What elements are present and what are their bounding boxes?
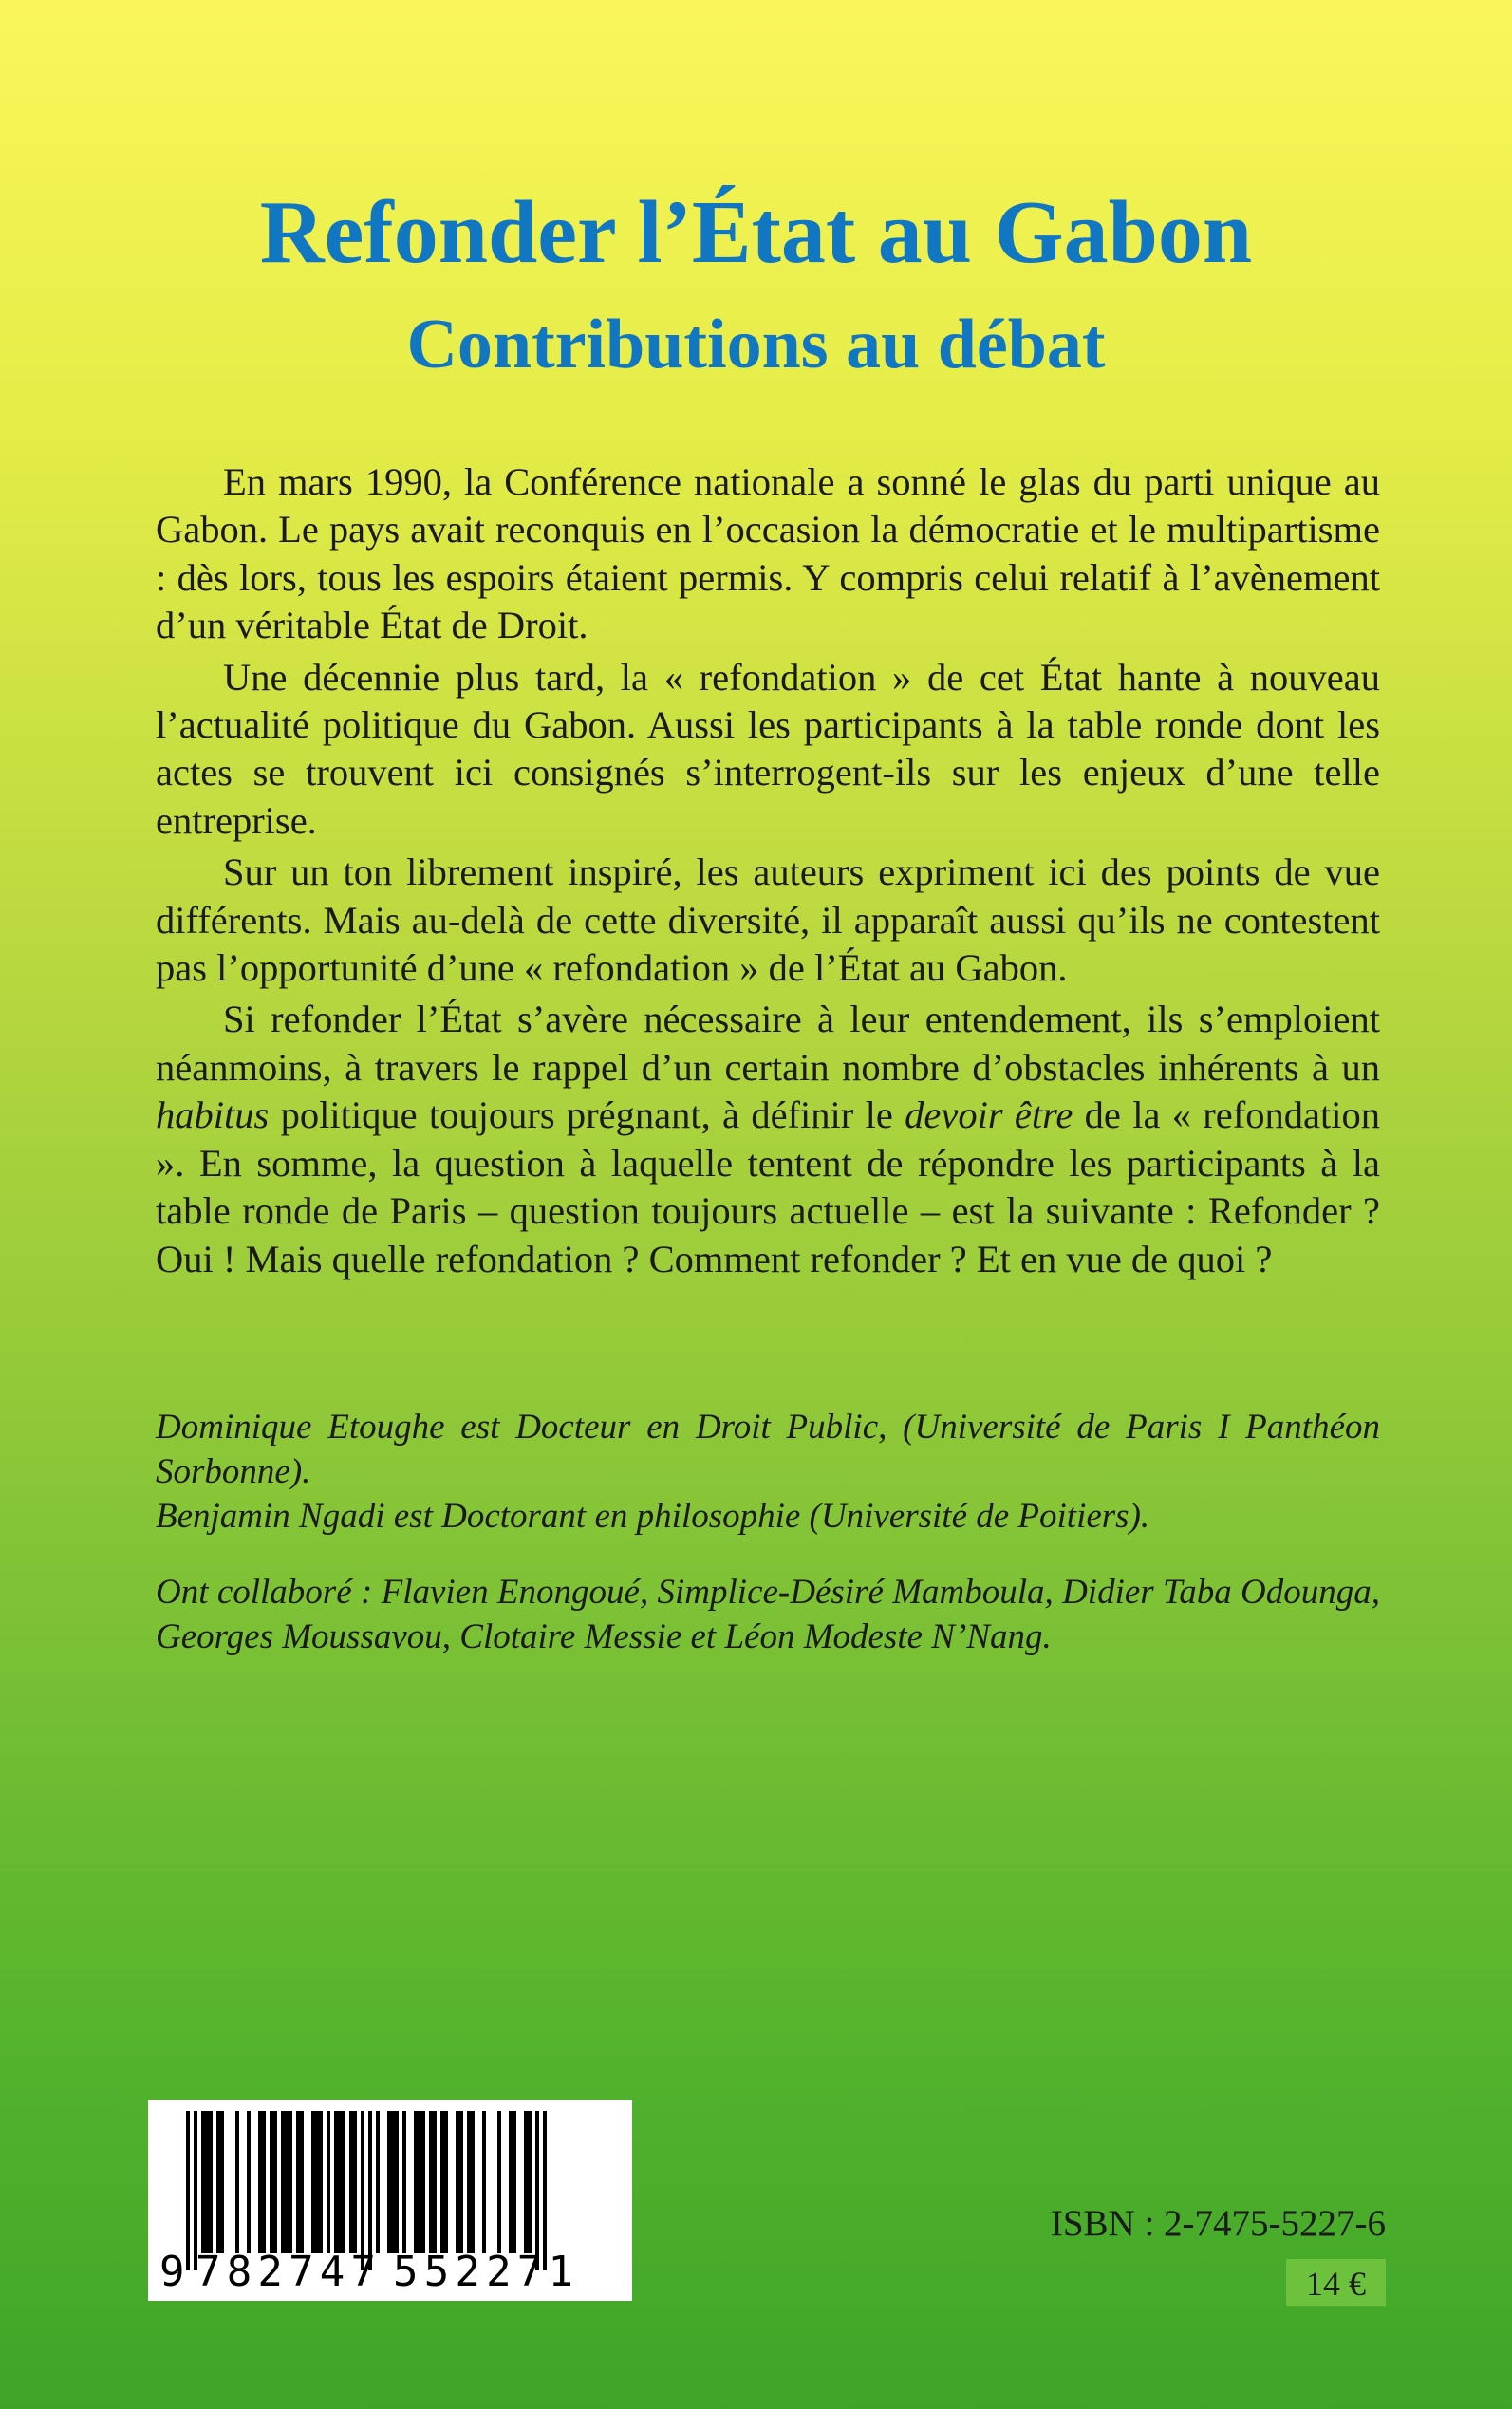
- blurb-p4-part-b: politique toujours prégnant, à définir le: [269, 1093, 905, 1137]
- barcode-bar: [327, 2111, 330, 2253]
- isbn: ISBN : 2-7475-5227-6: [1050, 2203, 1386, 2244]
- barcode-bar: [209, 2111, 213, 2253]
- barcode-bar: [376, 2111, 380, 2253]
- blurb-paragraph-3: Sur un ton librement inspiré, les auteurs expriment ici des points de vue différents. Mais au-delà de cette diversité, il apparaît aussi qu’ils ne contestent pas l’opportunité d’une « refondation » de l’État au Gabon.: [156, 850, 1380, 990]
- blurb-p4-part-c: de la « refondation ». En somme, la question à laquelle tentent de répondre les participants à la table ronde de Paris – question toujours actuelle – est la suivante : Refonder ? Oui ! Mais quelle refondation ? Comment refonder ? Et en vue de quoi ?: [156, 1093, 1380, 1280]
- barcode-bar: [387, 2111, 391, 2253]
- author-2-bio: Benjamin Ngadi est Doctorant en philosophie (Université de Poitiers).: [156, 1497, 1150, 1536]
- blurb: [156, 458, 1380, 1287]
- barcode-bar: [273, 2111, 277, 2253]
- barcode-bar: [289, 2111, 292, 2253]
- barcode-bar: [429, 2111, 433, 2253]
- barcode-bar: [528, 2111, 532, 2253]
- blurb-p4-habitus: habitus: [156, 1093, 270, 1137]
- barcode-bar: [270, 2111, 273, 2253]
- barcode-bar: [311, 2111, 315, 2253]
- barcode-bar: [471, 2111, 475, 2253]
- barcode-bar: [315, 2111, 319, 2253]
- barcode-bar: [467, 2111, 471, 2253]
- barcode-bar: [247, 2111, 251, 2253]
- barcode-bar: [456, 2111, 459, 2253]
- barcode-bar: [220, 2111, 224, 2253]
- barcode-first-digit: 9: [159, 2248, 185, 2296]
- book-title: Refonder l’État au Gabon: [259, 183, 1253, 282]
- barcode-bar: [262, 2111, 266, 2253]
- barcode-graphic: [148, 2100, 632, 2301]
- blurb-paragraph-4: [156, 996, 1380, 1282]
- barcode-bar: [482, 2111, 486, 2253]
- book-subtitle: Contributions au débat: [406, 306, 1106, 383]
- barcode-bar: [395, 2111, 399, 2253]
- author-1-bio: Dominique Etoughe est Docteur en Droit Public, (Université de Paris I Panthéon Sorbonne).: [156, 1408, 1380, 1491]
- blurb-p4-part-a: Si refonder l’État s’avère nécessaire à leur entendement, ils s’emploient néanmoins, à travers le rappel d’un certain nombre d’obstacles inhérents à un: [156, 998, 1380, 1089]
- barcode-bar: [361, 2111, 364, 2270]
- barcode-bar: [216, 2111, 220, 2253]
- barcode-bar: [440, 2111, 444, 2253]
- barcode-bar: [349, 2111, 353, 2253]
- price: 14 €: [1306, 2265, 1366, 2303]
- barcode-right-digits: 552271: [393, 2248, 573, 2296]
- barcode-bar: [186, 2111, 190, 2270]
- barcode-bar: [391, 2111, 395, 2253]
- barcode-bar: [402, 2111, 406, 2253]
- barcode-bar: [258, 2111, 262, 2253]
- author-credits: [156, 1405, 1380, 1659]
- barcode-bar: [444, 2111, 448, 2253]
- barcode-bar: [342, 2111, 345, 2253]
- barcode-bar: [543, 2111, 547, 2270]
- barcode-bar: [414, 2111, 418, 2253]
- collaborators: Ont collaboré : Flavien Enongoué, Simplice-Désiré Mamboula, Didier Taba Odounga, Georges Moussavou, Clotaire Messie et Léon Modeste N’Nang.: [156, 1573, 1380, 1656]
- blurb-paragraph-1: En mars 1990, la Conférence nationale a sonné le glas du parti unique au Gabon. Le pays avait reconquis en l’occasion la démocratie et le multipartisme : dès lors, tous les espoirs étaient permis. Y compris celui relatif à l’avènement d’un véritable État de Droit.: [156, 460, 1380, 647]
- barcode-bar: [497, 2111, 501, 2253]
- barcode-bar: [524, 2111, 528, 2253]
- barcode-bar: [194, 2111, 197, 2270]
- barcode-bar: [509, 2111, 513, 2253]
- barcode-bar: [421, 2111, 425, 2253]
- barcode-bar: [418, 2111, 421, 2253]
- barcode-bar: [281, 2111, 285, 2253]
- barcode-bar: [433, 2111, 437, 2253]
- barcode-bar: [338, 2111, 342, 2253]
- barcode-bar: [235, 2111, 239, 2253]
- barcode-bar: [334, 2111, 338, 2253]
- barcode-bar: [205, 2111, 209, 2253]
- barcode-bar: [285, 2111, 289, 2253]
- barcode-bar: [201, 2111, 205, 2253]
- barcode-bar: [300, 2111, 304, 2253]
- barcode-bar: [353, 2111, 357, 2253]
- blurb-paragraph-2: Une décennie plus tard, la « refondation » de cet État hante à nouveau l’actualité politique du Gabon. Aussi les participants à la table ronde dont les actes se trouvent ici consignés s’interrogent-ils sur les enjeux d’une telle entreprise.: [156, 655, 1380, 842]
- barcode-left-digits: 782747: [196, 2248, 376, 2296]
- blurb-p4-devoir-etre: devoir être: [905, 1093, 1073, 1137]
- barcode-bars: [186, 2111, 547, 2270]
- barcode-bar: [368, 2111, 372, 2270]
- barcode: [148, 2100, 632, 2301]
- barcode-bar: [459, 2111, 463, 2253]
- barcode-bar: [319, 2111, 323, 2253]
- barcode-bar: [535, 2111, 539, 2270]
- barcode-bar: [513, 2111, 516, 2253]
- barcode-bar: [296, 2111, 300, 2253]
